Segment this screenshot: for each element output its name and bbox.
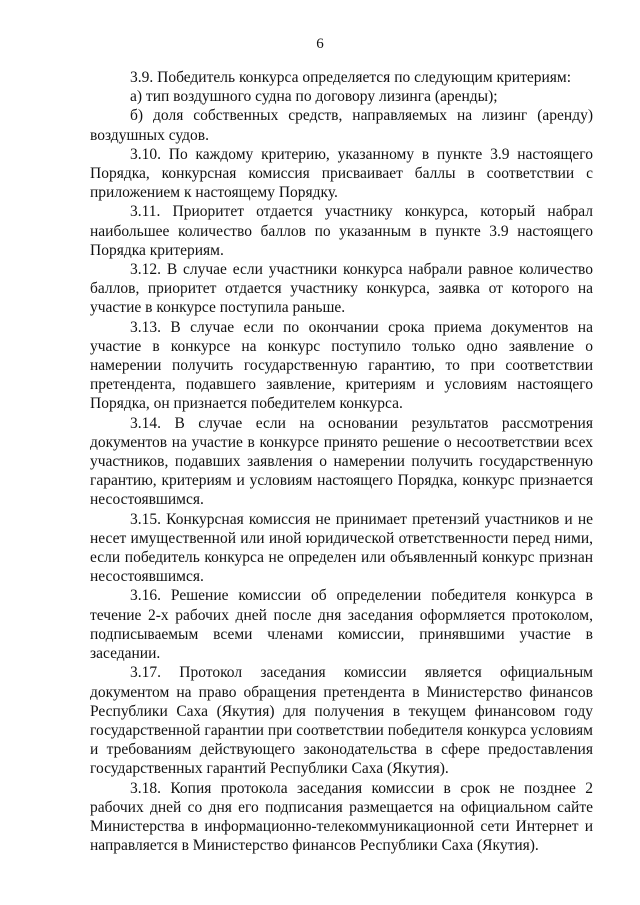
paragraph-3-12: 3.12. В случае если участники конкурса набрали равное количество баллов, приоритет отдается участнику конкурса, заявка от которого на участие в конкурсе поступила раньше. xyxy=(90,261,593,317)
paragraph-3-9-b: б) доля собственных средств, направляемых на лизинг (аренду) воздушных судов. xyxy=(90,107,593,144)
paragraph-3-11: 3.11. Приоритет отдается участнику конкурса, который набрал наибольшее количество баллов по указанным в пункте 3.9 настоящего Порядка критериям. xyxy=(90,203,593,259)
paragraph-3-10: 3.10. По каждому критерию, указанному в пункте 3.9 настоящего Порядка, конкурсная комиссия присваивает баллы в соответствии с приложением к настоящему Порядку. xyxy=(90,145,593,202)
paragraph-3-18: 3.18. Копия протокола заседания комиссии в срок не позднее 2 рабочих дней со дня его подписания размещается на официальном сайте Министерства в информационно-телекоммуникационной сети Интернет и направляется в Министерство финансов Республики Саха (Якутия). xyxy=(90,779,593,855)
paragraph-3-15: 3.15. Конкурсная комиссия не принимает претензий участников и не несет имущественной или иной юридической ответственности перед ними, если победитель конкурса не определен или объявленный конкурс признан несостоявшимся. xyxy=(90,510,593,586)
paragraph-3-17: 3.17. Протокол заседания комиссии является официальным документом на право обращения претендента в Министерство финансов Республики Саха (Якутия) для получения в текущем финансовом году государственной гарантии при соответствии победителя конкурса условиям и требованиям действующего законодательства в сфере предоставления государственных гарантий Республики Саха (Якутия). xyxy=(90,664,593,778)
paragraph-3-16: 3.16. Решение комиссии об определении победителя конкурса в течение 2-х рабочих дней после дня заседания оформляется протоколом, подписываемым всеми членами комиссии, принявшими участие в заседании. xyxy=(90,587,593,663)
paragraph-3-9: 3.9. Победитель конкурса определяется по следующим критериям: xyxy=(130,69,572,86)
paragraph-3-13: 3.13. В случае если по окончании срока приема документов на участие в конкурсе на конкурс поступило только одно заявление о намерении получить государственную гарантию, то при соответствии претендента, подавшего заявление, критериям и условиям настоящего Порядка, он признается победителем конкурса. xyxy=(90,318,593,413)
paragraph-3-9-a: а) тип воздушного судна по договору лизинга (аренды); xyxy=(130,88,498,106)
document-body xyxy=(90,68,593,855)
page-number: 6 xyxy=(316,36,324,52)
paragraph-3-14: 3.14. В случае если на основании результатов рассмотрения документов на участие в конкурсе принято решение о несоответствии всех участников, подавших заявления о намерении получить государственную гарантию, критериям и условиям настоящего Порядка, конкурс признается несостоявшимся. xyxy=(90,414,593,509)
